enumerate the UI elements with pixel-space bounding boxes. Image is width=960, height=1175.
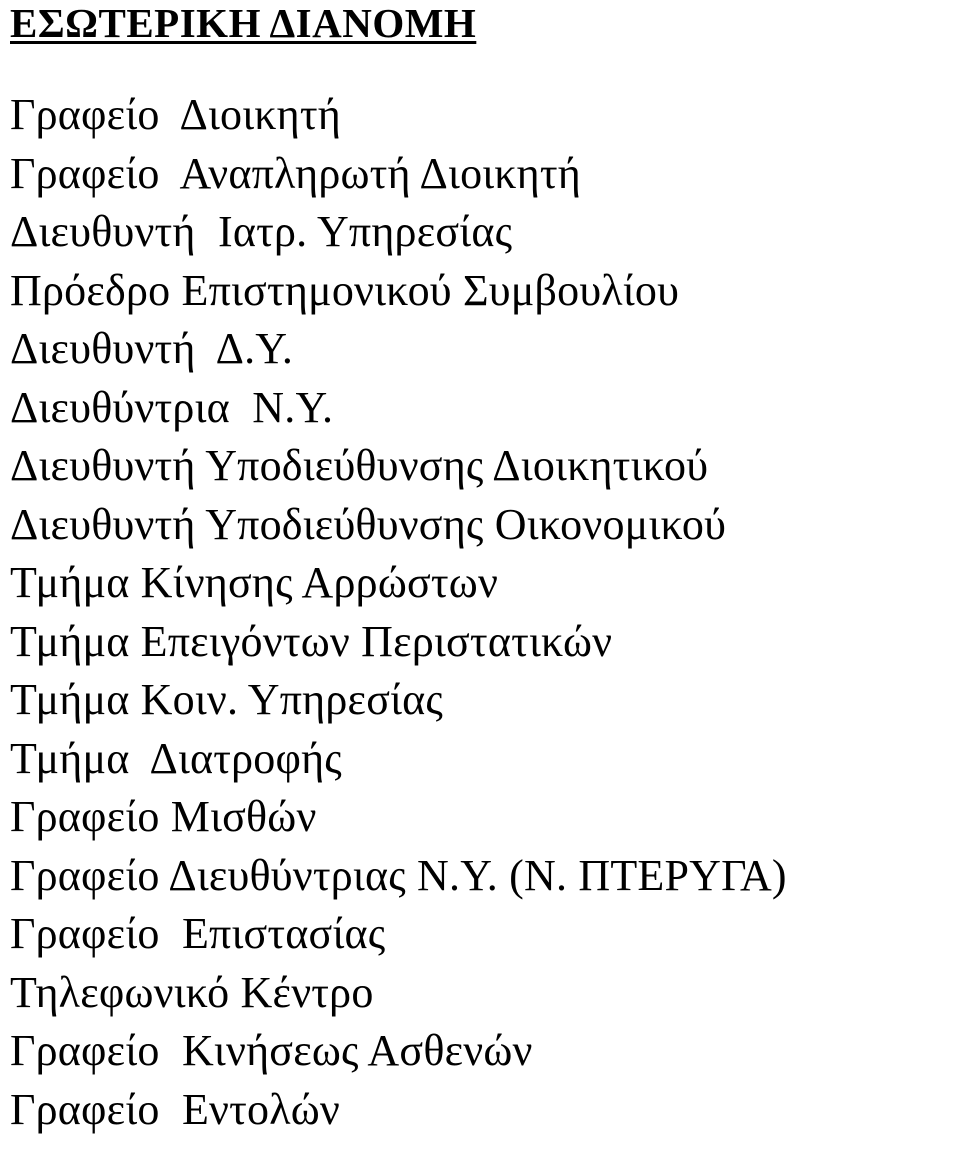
recipient-item: Διευθύντρια Ν.Υ. xyxy=(10,382,334,432)
recipient-item: Γραφείο Επιστασίας xyxy=(10,909,386,958)
recipient-item: Πρόεδρο Επιστημονικού Συμβουλίου xyxy=(10,265,680,315)
recipient-item: Διευθυντή Δ.Υ. xyxy=(10,324,294,373)
recipient-item: Τμήμα Διατροφής xyxy=(10,733,342,783)
recipient-item: Γραφείο Διοικητή xyxy=(10,90,341,139)
recipient-item: Τηλεφωνικό Κέντρο xyxy=(10,967,374,1017)
recipient-item: Διευθυντή Υποδιεύθυνσης Διοικητικού xyxy=(10,441,709,490)
distribution-heading: ΕΣΩΤΕΡΙΚΗ ΔΙΑΝΟΜΗ xyxy=(10,0,477,46)
recipient-item: Τμήμα Κοιν. Υπηρεσίας xyxy=(10,675,444,724)
recipient-list xyxy=(10,86,787,1139)
recipient-item: Διευθυντή Ιατρ. Υπηρεσίας xyxy=(10,207,513,256)
recipient-item: Τμήμα Επειγόντων Περιστατικών xyxy=(10,616,613,666)
recipient-item: Γραφείο Διευθύντριας Ν.Υ. (Ν. ΠΤΕΡΥΓΑ) xyxy=(10,850,787,900)
recipient-item: Τμήμα Κίνησης Αρρώστων xyxy=(10,558,499,607)
recipient-item: Γραφείο Κινήσεως Ασθενών xyxy=(10,1026,533,1075)
recipient-item: Γραφείο Μισθών xyxy=(10,792,317,841)
recipient-item: Γραφείο Εντολών xyxy=(10,1084,340,1134)
recipient-item: Διευθυντή Υποδιεύθυνσης Οικονομικού xyxy=(10,499,727,549)
recipient-item: Γραφείο Αναπληρωτή Διοικητή xyxy=(10,148,581,198)
